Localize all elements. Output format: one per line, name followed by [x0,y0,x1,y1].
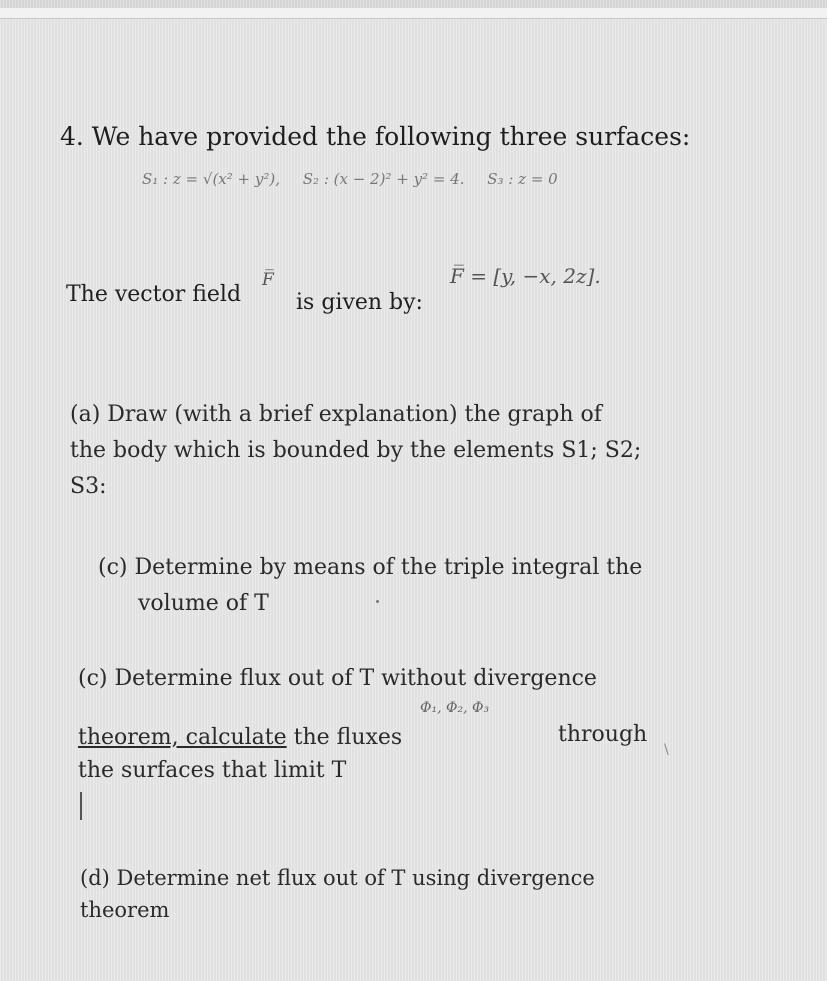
vector-field-tail: is given by: [296,290,423,315]
vector-field-symbol: F̅ [262,270,274,290]
surfaces-equations [142,170,576,188]
underlined-text: theorem, calculate [78,725,287,750]
through-text: through [558,722,648,747]
surface-s2: S₂ : (x − 2)² + y² = 4. [302,170,465,188]
problem-heading: 4. We have provided the following three surfaces: [60,122,691,151]
part-c-flux-line-3: the surfaces that limit T [78,758,347,783]
part-c-volume-line-2: volume of T [138,591,269,616]
surface-s3: S₃ : z = 0 [487,170,558,188]
vector-field-label: The vector field [66,282,242,307]
vector-field-formula: F̅ = [y, −x, 2z]. [450,264,601,288]
part-c-flux-line-2 [78,720,402,756]
part-a [70,397,641,505]
part-c-volume-line-1: (c) Determine by means of the triple integral the [98,555,643,580]
part-d-line-1: (d) Determine net flux out of T using divergence [80,866,595,890]
fluxes-text: the fluxes [286,725,403,750]
text-cursor[interactable] [80,792,82,820]
part-a-line-3: S3: [70,474,107,499]
part-a-line-1: (a) Draw (with a brief explanation) the graph of [70,402,602,427]
part-d-line-2: theorem [80,898,170,922]
part-c-flux-line-1: (c) Determine flux out of T without divergence [78,666,597,691]
tick-mark: \ [664,742,669,758]
part-a-line-2: the body which is bounded by the elements S1; S2; [70,438,642,463]
page-top-edge [0,8,827,19]
part-d [80,862,595,926]
stray-dot [376,600,379,603]
part-c-volume [98,550,642,622]
flux-symbols: Φ₁, Φ₂, Φ₃ [420,700,490,716]
surface-s1: S₁ : z = √(x² + y²), [142,170,280,188]
